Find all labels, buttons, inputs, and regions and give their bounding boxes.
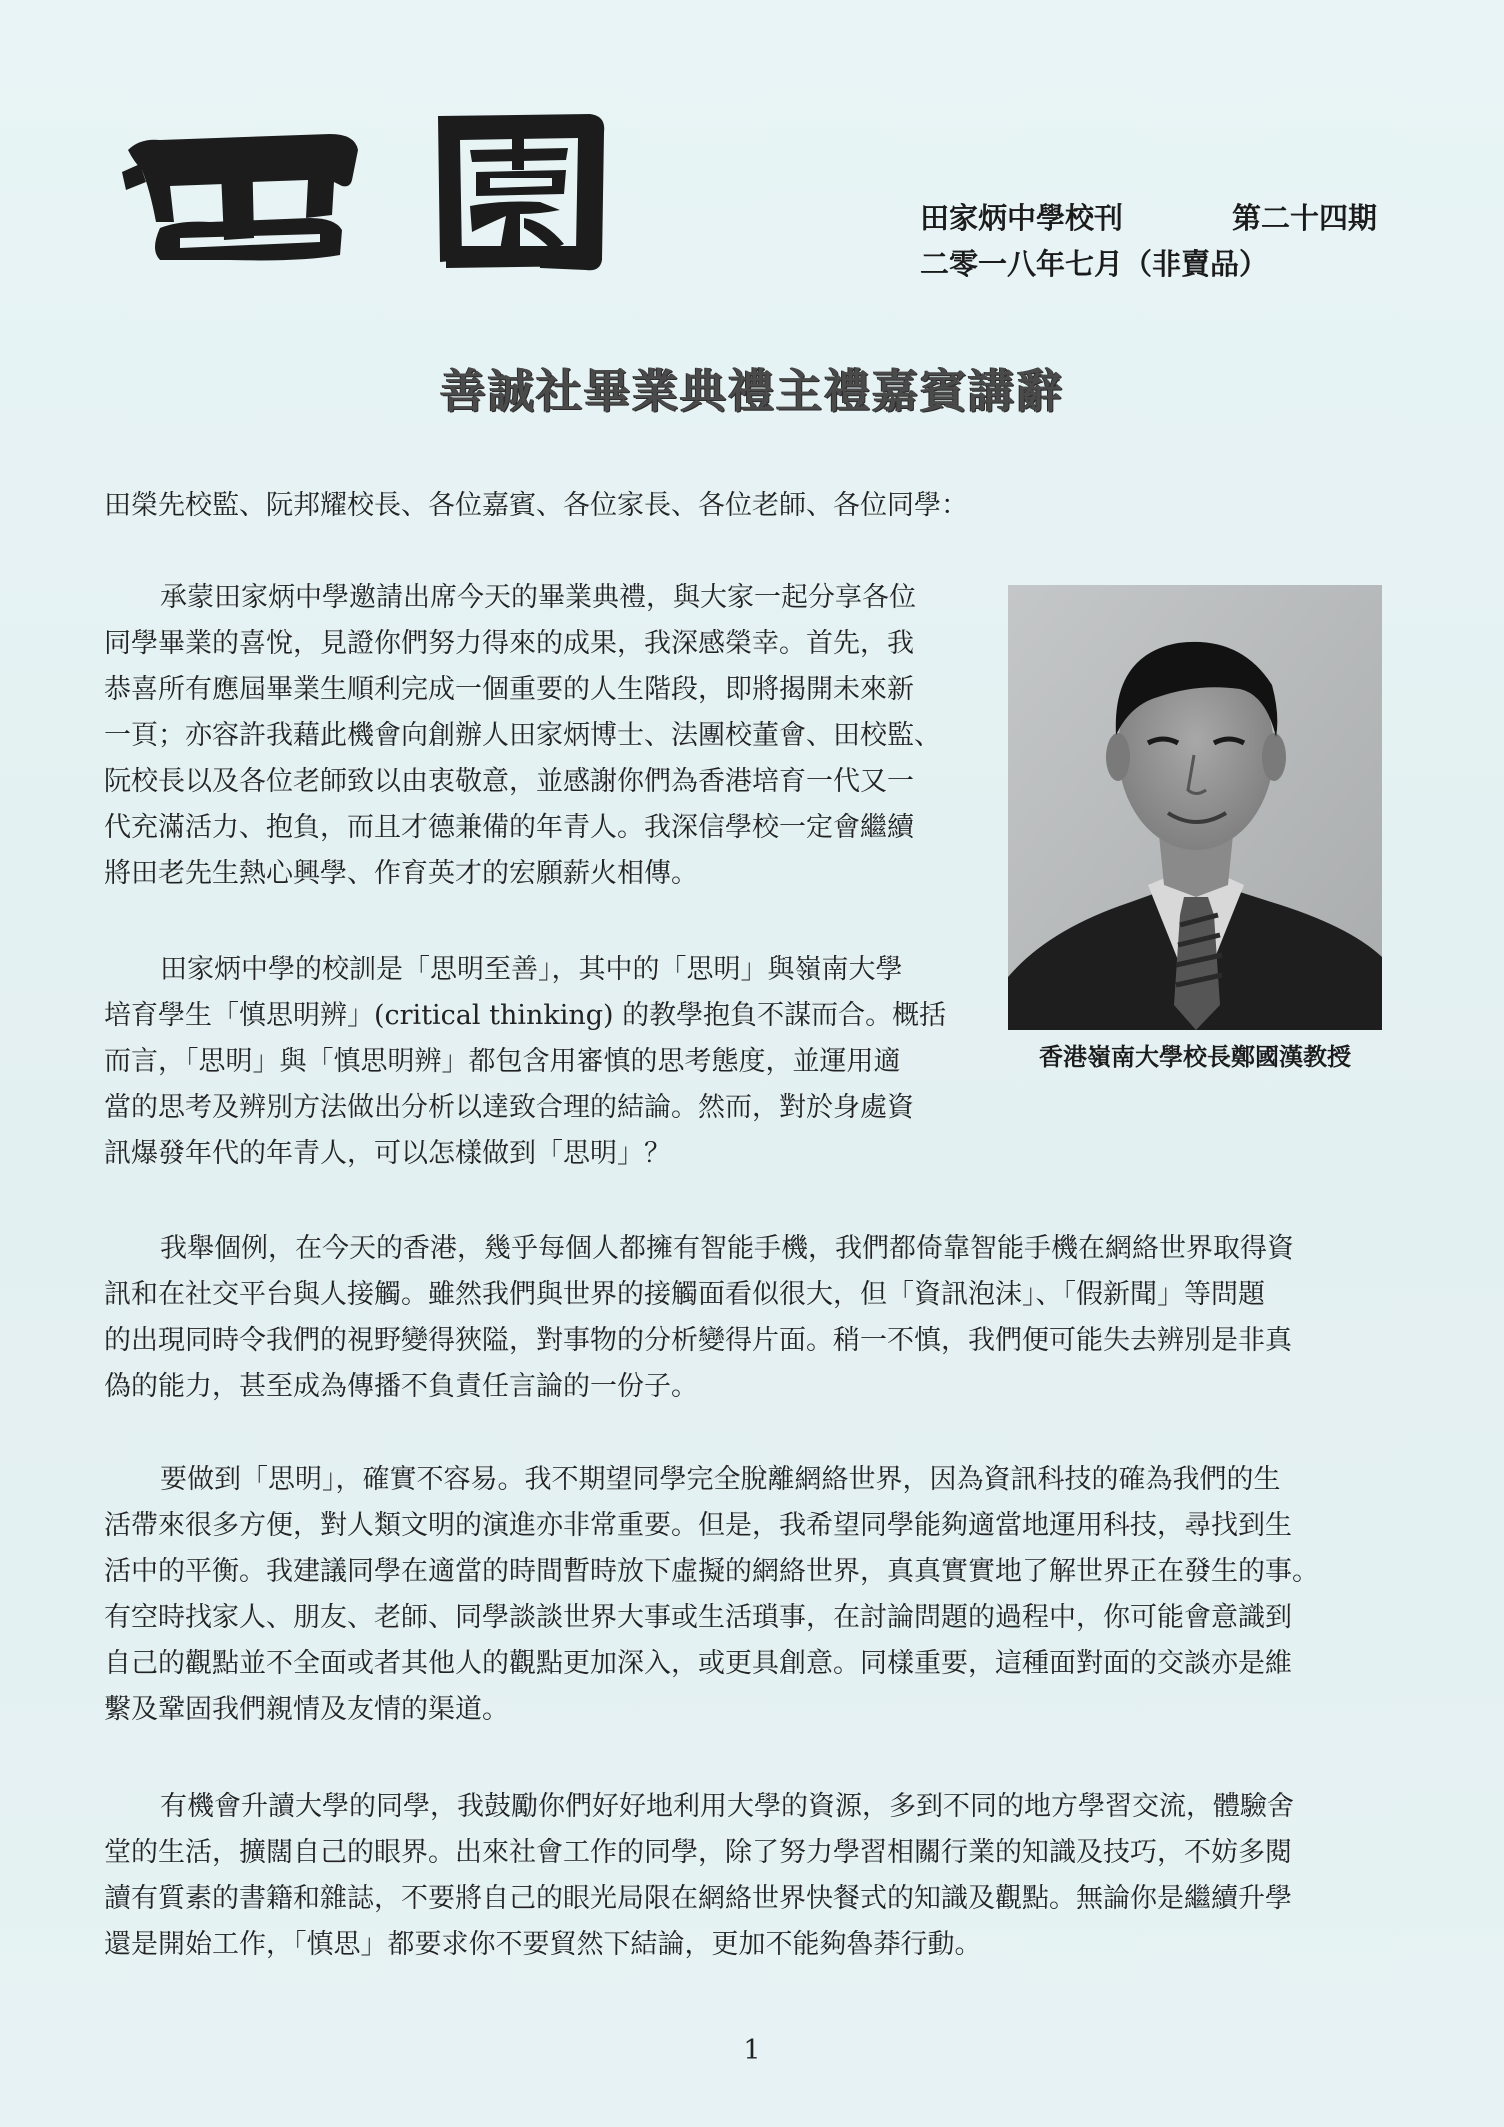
- paragraph-line: 自己的觀點並不全面或者其他人的觀點更加深入，或更具創意。同樣重要，這種面對面的交談亦是維: [104, 1648, 1292, 1679]
- paragraph-4: [104, 1457, 1319, 1733]
- paragraph-line: 訊和在社交平台與人接觸。雖然我們與世界的接觸面看似很大，但「資訊泡沫」、「假新聞」等問題: [104, 1279, 1265, 1310]
- paragraph-line: 繫及鞏固我們親情及友情的渠道。: [104, 1694, 509, 1725]
- paragraph-line: 活中的平衡。我建議同學在適當的時間暫時放下虛擬的網絡世界，真真實實地了解世界正在發生的事。: [104, 1556, 1319, 1587]
- paragraph-2: [104, 947, 946, 1177]
- paragraph-line: 活帶來很多方便，對人類文明的演進亦非常重要。但是，我希望同學能夠適當地運用科技，尋找到生: [104, 1510, 1292, 1541]
- issue-number: 第二十四期: [1232, 201, 1378, 235]
- paragraph-line: 訊爆發年代的年青人，可以怎樣做到「思明」？: [104, 1138, 671, 1169]
- speech-greeting: 田榮先校監、阮邦耀校長、各位嘉賓、各位家長、各位老師、各位同學：: [104, 490, 968, 521]
- paragraph-line: 而言，「思明」與「慎思明辨」都包含用審慎的思考態度，並運用適: [104, 1046, 901, 1077]
- logo-character-yuan: [438, 114, 604, 270]
- masthead-logo: [120, 110, 610, 275]
- paragraph-line: 田家炳中學的校訓是「思明至善」，其中的「思明」與嶺南大學: [160, 954, 903, 985]
- paragraph-line: 的出現同時令我們的視野變得狹隘，對事物的分析變得片面。稍一不慎，我們便可能失去辨別是非真: [104, 1325, 1292, 1356]
- paragraph-line: 阮校長以及各位老師致以由衷敬意，並感謝你們為香港培育一代又一: [104, 766, 914, 797]
- paragraph-line: 當的思考及辨別方法做出分析以達致合理的結論。然而，對於身處資: [104, 1092, 914, 1123]
- paragraph-line: 有機會升讀大學的同學，我鼓勵你們好好地利用大學的資源，多到不同的地方學習交流，體驗舍: [160, 1791, 1294, 1822]
- paragraph-3: [104, 1226, 1294, 1410]
- paragraph-line: 一頁；亦容許我藉此機會向創辦人田家炳博士、法團校董會、田校監、: [104, 720, 941, 751]
- issue-info: [920, 195, 1390, 287]
- photo-caption: 香港嶺南大學校長鄭國漢教授: [1039, 1043, 1351, 1071]
- paragraph-line: 有空時找家人、朋友、老師、同學談談世界大事或生活瑣事，在討論問題的過程中，你可能會意識到: [104, 1602, 1292, 1633]
- paragraph-line: 同學畢業的喜悅，見證你們努力得來的成果，我深感榮幸。首先，我: [104, 628, 914, 659]
- paragraph-5: [104, 1784, 1294, 1968]
- speaker-photo: [1008, 585, 1382, 1030]
- paragraph-line: 承蒙田家炳中學邀請出席今天的畢業典禮，與大家一起分享各位: [160, 582, 916, 613]
- paragraph-line: 培育學生「慎思明辨」(critical thinking) 的教學抱負不謀而合。概括: [104, 1000, 947, 1031]
- paragraph-line: 要做到「思明」，確實不容易。我不期望同學完全脫離網絡世界，因為資訊科技的確為我們的生: [160, 1464, 1281, 1495]
- paragraph-line: 將田老先生熱心興學、作育英才的宏願薪火相傳。: [104, 858, 698, 889]
- paragraph-1: [104, 575, 941, 897]
- paragraph-line: 恭喜所有應屆畢業生順利完成一個重要的人生階段，即將揭開未來新: [104, 674, 914, 705]
- paragraph-line: 代充滿活力、抱負，而且才德兼備的年青人。我深信學校一定會繼續: [104, 812, 914, 843]
- logo-character-tian: [122, 134, 358, 260]
- paragraph-line: 讀有質素的書籍和雜誌，不要將自己的眼光局限在網絡世界快餐式的知識及觀點。無論你是繼續升學: [104, 1883, 1292, 1914]
- paragraph-line: 還是開始工作，「慎思」都要求你不要貿然下結論，更加不能夠魯莽行動。: [104, 1929, 982, 1960]
- paragraph-line: 我舉個例，在今天的香港，幾乎每個人都擁有智能手機，我們都倚靠智能手機在網絡世界取得資: [160, 1233, 1294, 1264]
- issue-date: 二零一八年七月（非賣品）: [920, 247, 1269, 281]
- paragraph-line: 偽的能力，甚至成為傳播不負責任言論的一份子。: [104, 1371, 698, 1402]
- paragraph-line: 堂的生活，擴闊自己的眼界。出來社會工作的同學，除了努力學習相關行業的知識及技巧，不妨多閱: [104, 1837, 1292, 1868]
- article-title: 善誠社畢業典禮主禮嘉賓講辭: [440, 364, 1064, 418]
- page-number: 1: [743, 2035, 761, 2066]
- school-publication-name: 田家炳中學校刊: [920, 201, 1124, 235]
